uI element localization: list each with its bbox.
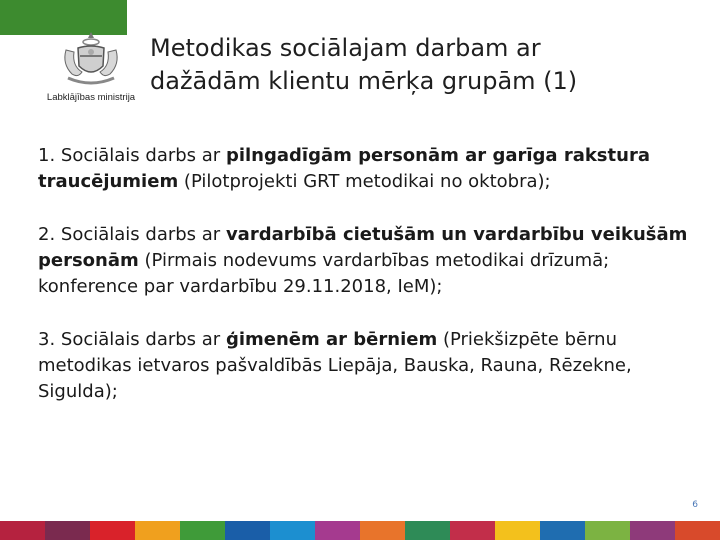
slide-title (150, 32, 690, 98)
item-prefix: 3. Sociālais darbs ar (38, 329, 226, 350)
color-stripe (135, 521, 180, 540)
ministry-logo (36, 30, 146, 110)
color-stripe (585, 521, 630, 540)
color-stripe (405, 521, 450, 540)
title-line-1: Metodikas sociālajam darbam ar (150, 34, 541, 62)
color-stripe-bar (0, 521, 720, 540)
color-stripe (540, 521, 585, 540)
list-item (38, 222, 698, 300)
item-emphasis: pilngadīgām personām ar garīga rakstura traucējumiem (38, 145, 650, 192)
item-suffix: (Priekšizpēte bērnu metodikas ietvaros pašvaldībās Liepāja, Bauska, Rauna, Rēzekne, Sigulda); (38, 329, 632, 402)
color-stripe (270, 521, 315, 540)
item-prefix: 2. Sociālais darbs ar (38, 224, 226, 245)
color-stripe (45, 521, 90, 540)
color-stripe (180, 521, 225, 540)
title-line-2: dažādām klientu mērķa grupām (1) (150, 67, 578, 95)
color-stripe (450, 521, 495, 540)
coat-of-arms-icon (58, 30, 124, 90)
item-prefix: 1. Sociālais darbs ar (38, 145, 226, 166)
item-emphasis: ģimenēm ar bērniem (225, 329, 438, 350)
page-number: 6 (692, 500, 698, 510)
item-suffix: (Pirmais nodevums vardarbības metodikai drīzumā; konference par vardarbību 29.11.2018, IeM); (38, 250, 610, 297)
ministry-name: Labklājības ministrija (46, 92, 136, 103)
color-stripe (495, 521, 540, 540)
color-stripe (0, 521, 45, 540)
color-stripe (90, 521, 135, 540)
color-stripe (675, 521, 720, 540)
item-list (38, 143, 698, 432)
list-item (38, 327, 698, 405)
color-stripe (360, 521, 405, 540)
item-emphasis: vardarbībā cietušām un vardarbību veikušām personām (38, 224, 688, 271)
color-stripe (315, 521, 360, 540)
color-stripe (630, 521, 675, 540)
list-item (38, 143, 698, 195)
item-suffix: (Pilotprojekti GRT metodikai no oktobra); (178, 171, 551, 192)
color-stripe (225, 521, 270, 540)
